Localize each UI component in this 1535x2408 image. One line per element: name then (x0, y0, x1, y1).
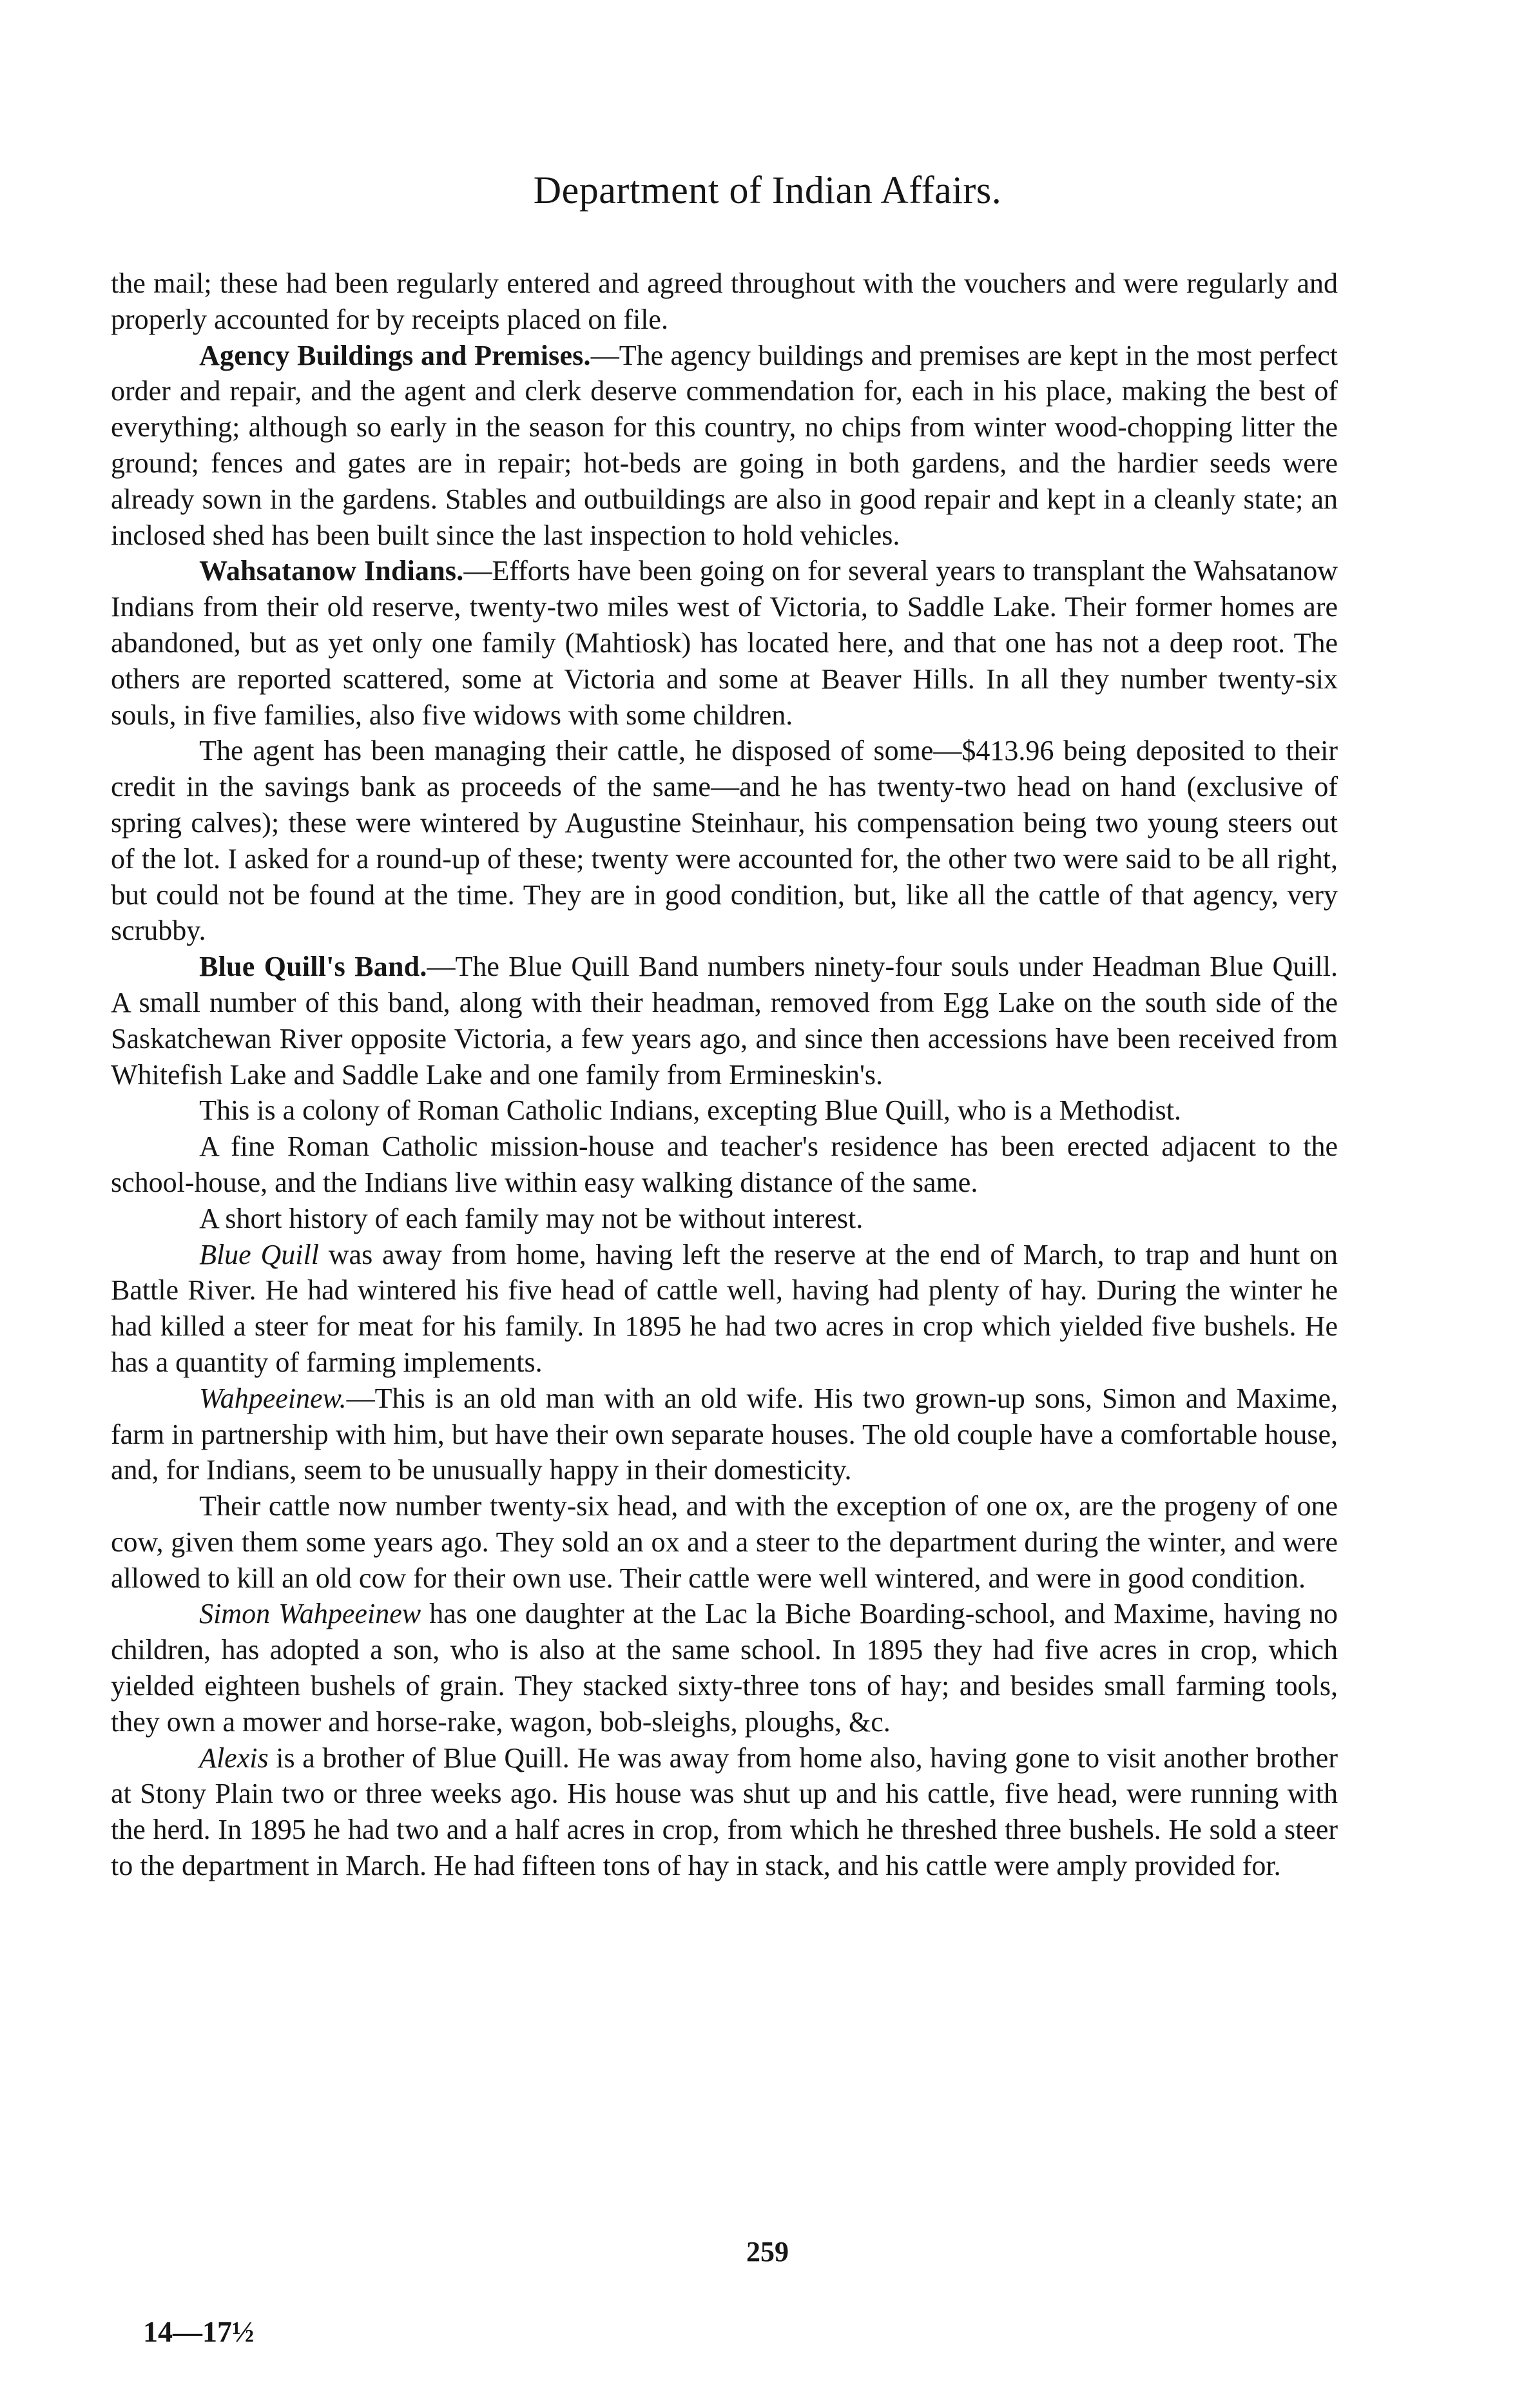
running-header: Department of Indian Affairs. (533, 169, 1002, 211)
paragraph-text: —The Blue Quill Band numbers ninety-four souls under Headman Blue Quill. A small number of this band, along with their headman, removed from Egg Lake on the south side of the Saskatchewan River opposite Victoria, a few years ago, and since then accessions have been received from Whitefish Lake and Saddle Lake and one family from Ermineskin's. (111, 951, 1338, 1091)
paragraph-text: was away from home, having left the reserve at the end of March, to trap and hunt on Battle River. He had wintered his five head of cattle well, having had plenty of hay. During the winter he had killed a steer for meat for his family. In 1895 he had two acres in crop which yielded five bushels. He has a quantity of farming implements. (111, 1238, 1338, 1378)
paragraph-text: is a brother of Blue Quill. He was away from home also, having gone to visit another brother at Stony Plain two or three weeks ago. His house was shut up and his cattle, five head, were running with the herd. In 1895 he had two and a half acres in crop, from which he threshed three bushels. He sold a steer to the department in March. He had fifteen tons of hay in stack, and his cattle were amply provided for. (111, 1742, 1338, 1882)
page-number: 259 (746, 2236, 789, 2267)
person-name: Alexis (199, 1742, 269, 1774)
paragraph-wahpeeinew (111, 1381, 1338, 1488)
person-name: Wahpeeinew. (199, 1382, 347, 1414)
paragraph-text: A fine Roman Catholic mission-house and teacher's residence has been erected adjacent to the school-house, and the Indians live within easy walking distance of the same. (111, 1131, 1338, 1198)
paragraph-text: the mail; these had been regularly entered and agreed throughout with the vouchers and were regularly and properly accounted for by receipts placed on file. (111, 267, 1338, 335)
paragraph-alexis (111, 1740, 1338, 1884)
paragraph-continuation (111, 266, 1338, 338)
paragraph-cattle (111, 733, 1338, 949)
paragraph-mission-house (111, 1129, 1338, 1201)
paragraph-text: —This is an old man with an old wife. His two grown-up sons, Simon and Maxime, farm in partnership with him, but have their own separate houses. The old couple have a comfortable house, and, for Indians, seem to be unusually happy in their domesticity. (111, 1382, 1338, 1486)
person-name: Blue Quill (199, 1238, 319, 1270)
paragraph-text: has one daughter at the Lac la Biche Boarding-school, and Maxime, having no children, has adopted a son, who is also at the same school. In 1895 they had five acres in crop, which yielded eighteen bushels of grain. They stacked sixty-three tons of hay; and besides small farming tools, they own a mower and horse-rake, wagon, bob-sleighs, ploughs, &c. (111, 1598, 1338, 1738)
paragraph-colony (111, 1092, 1338, 1129)
paragraph-text: —The agency buildings and premises are kept in the most perfect order and repair, and the agent and clerk deserve commendation for, each in his place, making the best of everything; although so early in the season for this country, no chips from winter wood-chopping litter the ground; fences and gates are in repair; hot-beds are going in both gardens, and the hardier seeds were already sown in the gardens. Stables and outbuildings are also in good repair and kept in a cleanly state; an inclosed shed has been built since the last inspection to hold vehicles. (111, 339, 1338, 551)
paragraph-blue-quill (111, 1237, 1338, 1381)
document-body (111, 266, 1338, 1884)
section-heading: Blue Quill's Band. (199, 951, 427, 983)
signature-mark: 14—17½ (143, 2315, 255, 2348)
paragraph-text: Their cattle now number twenty-six head, and with the exception of one ox, are the progeny of one cow, given them some years ago. They sold an ox and a steer to the department during the winter, and were allowed to kill an old cow for their own use. Their cattle were well wintered, and were in good condition. (111, 1490, 1338, 1594)
section-heading: Agency Buildings and Premises. (199, 339, 591, 371)
paragraph-simon-wahpeeinew (111, 1596, 1338, 1740)
section-heading: Wahsatanow Indians. (199, 555, 464, 587)
paragraph-text: —Efforts have been going on for several years to transplant the Wahsatanow Indians from their old reserve, twenty-two miles west of Victoria, to Saddle Lake. Their former homes are abandoned, but as yet only one family (Mahtiosk) has located here, and that one has not a deep root. The others are reported scattered, some at Victoria and some at Beaver Hills. In all they number twenty-six souls, in five families, also five widows with some children. (111, 555, 1338, 731)
paragraph-text: A short history of each family may not be without interest. (199, 1202, 864, 1234)
paragraph-text: This is a colony of Roman Catholic Indians, excepting Blue Quill, who is a Methodist. (199, 1094, 1181, 1127)
paragraph-blue-quill-band (111, 949, 1338, 1092)
person-name: Simon Wahpeeinew (199, 1598, 421, 1630)
paragraph-text: The agent has been managing their cattle, he disposed of some—$413.96 being deposited to their credit in the savings bank as proceeds of the same—and he has twenty-two head on hand (exclusive of spring calves); these were wintered by Augustine Steinhaur, his compensation being two young steers out of the lot. I asked for a round-up of these; twenty were accounted for, the other two were said to be all right, but could not be found at the time. They are in good condition, but, like all the cattle of that agency, very scrubby. (111, 735, 1338, 947)
paragraph-wahsatanow (111, 553, 1338, 733)
paragraph-agency-buildings (111, 338, 1338, 554)
paragraph-short-history (111, 1201, 1338, 1237)
paragraph-their-cattle (111, 1488, 1338, 1596)
